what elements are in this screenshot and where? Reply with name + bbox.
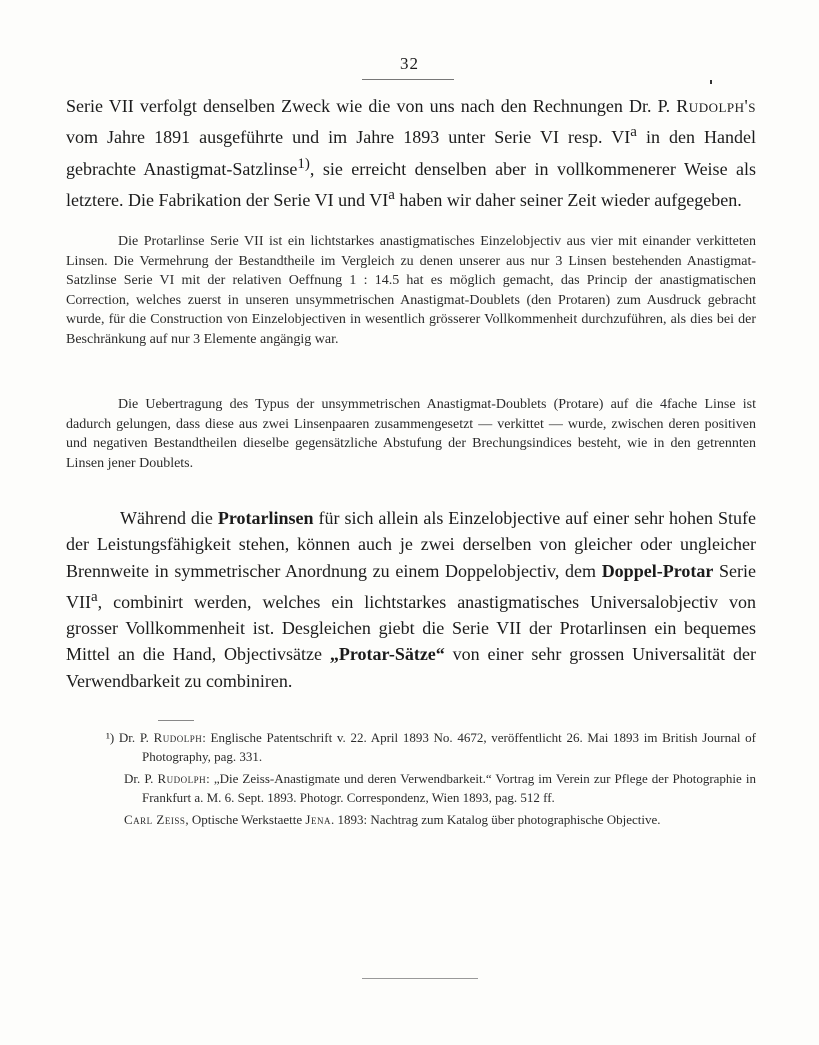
paragraph-text: für sich allein als Einzelobjective auf einer sehr hohen Stufe der Leistungsfähigkeit stehen, können auch je zwei derselben von gleicher oder ungleicher Brennweite in symmetrischer Anordnung zu einem Doppelobjectiv, dem — [66, 508, 756, 581]
footnote-marker: ¹) Dr. P. — [106, 730, 154, 745]
bold-term-doppel-protar: Doppel-Protar — [601, 560, 714, 581]
paragraph-text: vom Jahre 1891 ausgeführte und im Jahre 1893 unter Serie VI resp. VI — [66, 127, 631, 148]
footnotes — [106, 728, 756, 832]
place-name: Jena — [305, 812, 331, 827]
small-paragraph-uebertragung: Die Uebertragung des Typus der unsymmetrischen Anastigmat-Doublets (Protare) auf die 4fache Linse ist dadurch gelungen, dass diese aus zwei Linsenpaaren zusammengesetzt — verkittet — wurde, zwischen deren positiven und negativen Bestandtheilen dieselbe gegensätzliche Abstufung der Brechungsindices besteht, wie in den getrennten Linsen jener Doublets. — [66, 397, 756, 471]
footnote-text: , Optische Werkstaette — [185, 812, 306, 827]
paragraph-text: Während die — [120, 508, 218, 528]
footnote-text: . 1893: Nachtrag zum Katalog über photographische Objective. — [330, 812, 661, 827]
footnote-text: : „Die Zeiss-Anastigmate und deren Verwendbarkeit.“ Vortrag im Verein zur Pflege der Photographie in Frankfurt a. M. 6. Sept. 1893. Photogr. Correspondenz, Wien 1893, pag. 512 ff. — [142, 771, 756, 805]
header-rule — [362, 79, 454, 80]
bottom-rule — [362, 978, 478, 979]
paragraph-text: von einer sehr grossen Universalität der Verwendbarkeit zu combiniren. — [66, 644, 756, 691]
paragraph-text: , sie erreicht denselben aber in vollkommenerer Weise als letztere. Die Fabrikation der Serie VI und VI — [66, 158, 756, 210]
author-name: Rudolph's — [676, 96, 756, 116]
paragraph-text: in den Handel gebrachte Anastigmat-Satzlinse — [66, 127, 757, 179]
footnote-text: : Englische Patentschrift v. 22. April 1893 No. 4672, veröffentlicht 26. Mai 1893 im British Journal of Photography, pag. 331. — [142, 730, 757, 764]
author-name: Rudolph — [157, 771, 207, 786]
company-name: Carl Zeiss — [124, 812, 186, 827]
paragraph-text: haben wir daher seiner Zeit wieder aufgegeben. — [394, 189, 742, 210]
superscript: a — [91, 588, 98, 605]
superscript: a — [630, 124, 637, 141]
superscript: a — [388, 186, 395, 203]
footnote-1 — [106, 728, 756, 766]
paragraph-protarlinsen — [66, 505, 756, 694]
bold-term-protarlinsen: Protarlinsen — [217, 508, 314, 528]
page-number: 32 — [400, 54, 419, 73]
print-speck — [710, 80, 712, 84]
footnote-prefix: Dr. P. — [124, 771, 158, 786]
footnote-reference: 1) — [297, 155, 310, 172]
footnote-3 — [106, 810, 756, 829]
small-paragraph-protarlinse: Die Protarlinse Serie VII ist ein lichtstarkes anastigmatisches Einzelobjectiv aus vier mit einander verkitteten Linsen. Die Vermehrung der Bestandtheile im Vergleich zu denen unserer aus nur 3 Linsen bestehenden Anastigmat-Satzlinse Serie VI mit der relativen Oeffnung 1 : 14.5 hat es möglich gemacht, das Princip der anastigmatischen Correction, welches zuerst in unseren unsymmetrischen Anastigmat-Doublets (den Protaren) zum Ausdruck gebracht wurde, für die Construction von Einzelobjectiven in wesentlich grösserer Vollkommenheit durchzuführen, als dies bei der Beschränkung auf nur 3 Elemente angängig war. — [66, 234, 756, 347]
author-name: Rudolph — [153, 730, 203, 745]
paragraph-text: Serie VII — [66, 560, 757, 612]
paragraph-serie-vii — [66, 93, 756, 213]
bold-term-protar-saetze: „Protar-Sätze“ — [329, 644, 445, 665]
paragraph-text: Serie VII verfolgt denselben Zweck wie die von uns nach den Rechnungen Dr. P. — [66, 96, 677, 116]
footnote-rule — [158, 720, 194, 721]
paragraph-text: , combinirt werden, welches ein lichtstarkes anastigmatisches Universalobjectiv von grosser Vollkommenheit ist. Desgleichen giebt die Serie VII der Protarlinsen ein bequemes Mittel an die Hand, Objectivsätze — [66, 591, 756, 665]
footnote-2 — [106, 769, 756, 807]
